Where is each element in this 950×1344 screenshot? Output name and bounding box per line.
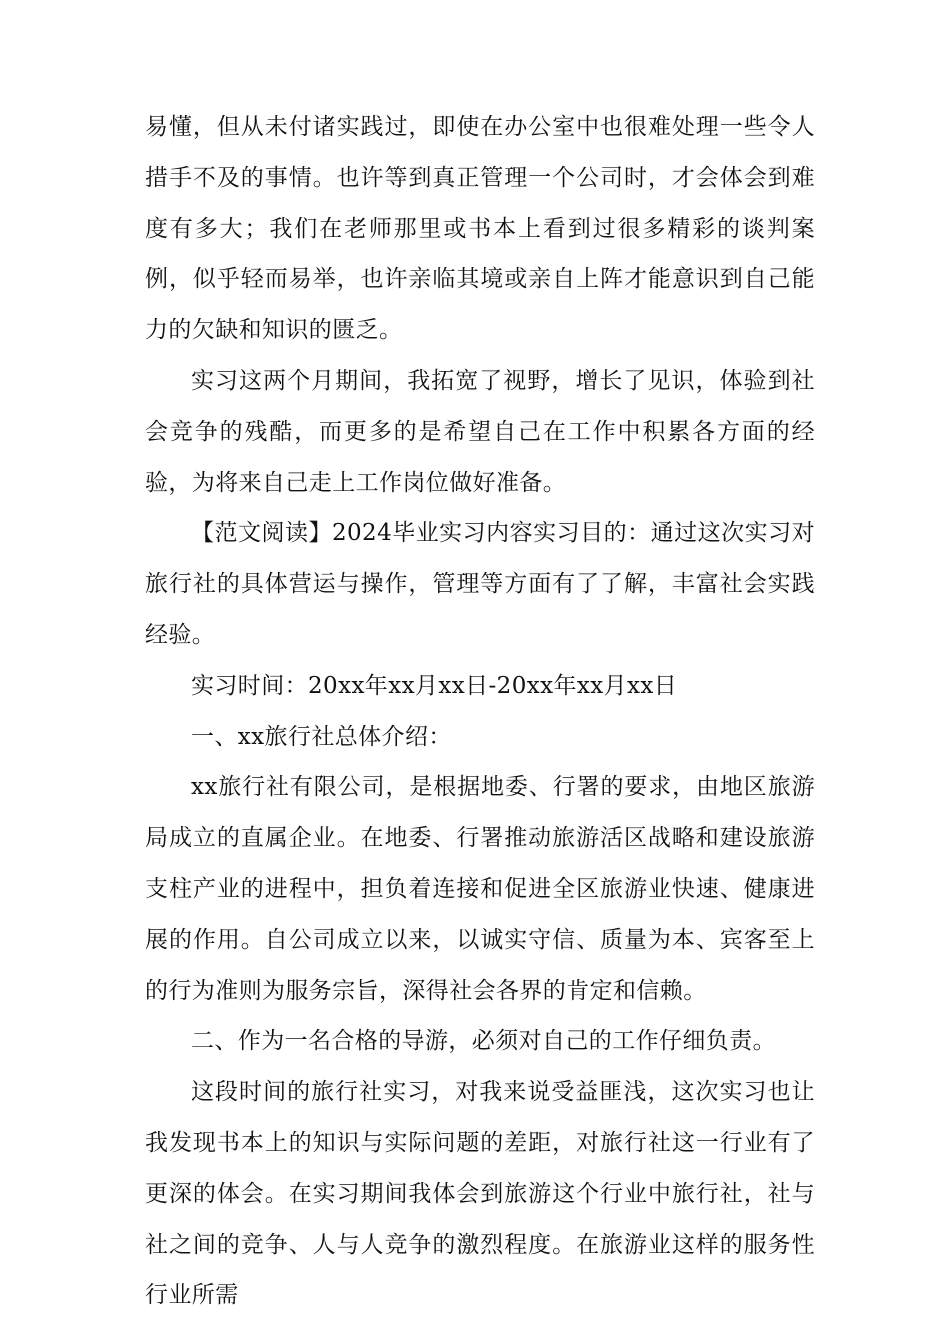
paragraph-reflection: 这段时间的旅行社实习，对我来说受益匪浅，这次实习也让我发现书本上的知识与实际问题的差距，对旅行社这一行业有了更深的体会。在实习期间我体会到旅游这个行业中旅行社，社与社之间的竞争、人与人竞争的激烈程度。在旅游业这样的服务性行业所需 (145, 1079, 815, 1309)
paragraph-sample-reading: 【范文阅读】2024毕业实习内容实习目的：通过这次实习对旅行社的具体营运与操作，管理等方面有了了解，丰富社会实践经验。 (145, 520, 815, 648)
paragraph-continuation: 易懂，但从未付诸实践过，即使在办公室中也很难处理一些令人措手不及的事情。也许等到真正管理一个公司时，才会体会到难度有多大；我们在老师那里或书本上看到过很多精彩的谈判案例，似乎轻而易举，也许亲临其境或亲自上阵才能意识到自己能力的欠缺和知识的匮乏。 (145, 114, 815, 344)
section-heading-2: 二、作为一名合格的导游，必须对自己的工作仔细负责。 (191, 1028, 776, 1055)
section-heading-1: 一、xx旅行社总体介绍： (191, 723, 452, 750)
paragraph-agency-intro: xx旅行社有限公司，是根据地委、行署的要求，由地区旅游局成立的直属企业。在地委、行署推动旅游活区战略和建设旅游支柱产业的进程中，担负着连接和促进全区旅游业快速、健康进展的作用。自公司成立以来，以诚实守信、质量为本、宾客至上的行为准则为服务宗旨，深得社会各界的肯定和信赖。 (145, 774, 815, 1004)
paragraph-internship-summary: 实习这两个月期间，我拓宽了视野，增长了见识，体验到社会竞争的残酷，而更多的是希望自己在工作中积累各方面的经验，为将来自己走上工作岗位做好准备。 (145, 367, 815, 496)
document-body (145, 102, 815, 1321)
paragraph-internship-time: 实习时间：20xx年xx月xx日-20xx年xx月xx日 (191, 672, 678, 699)
